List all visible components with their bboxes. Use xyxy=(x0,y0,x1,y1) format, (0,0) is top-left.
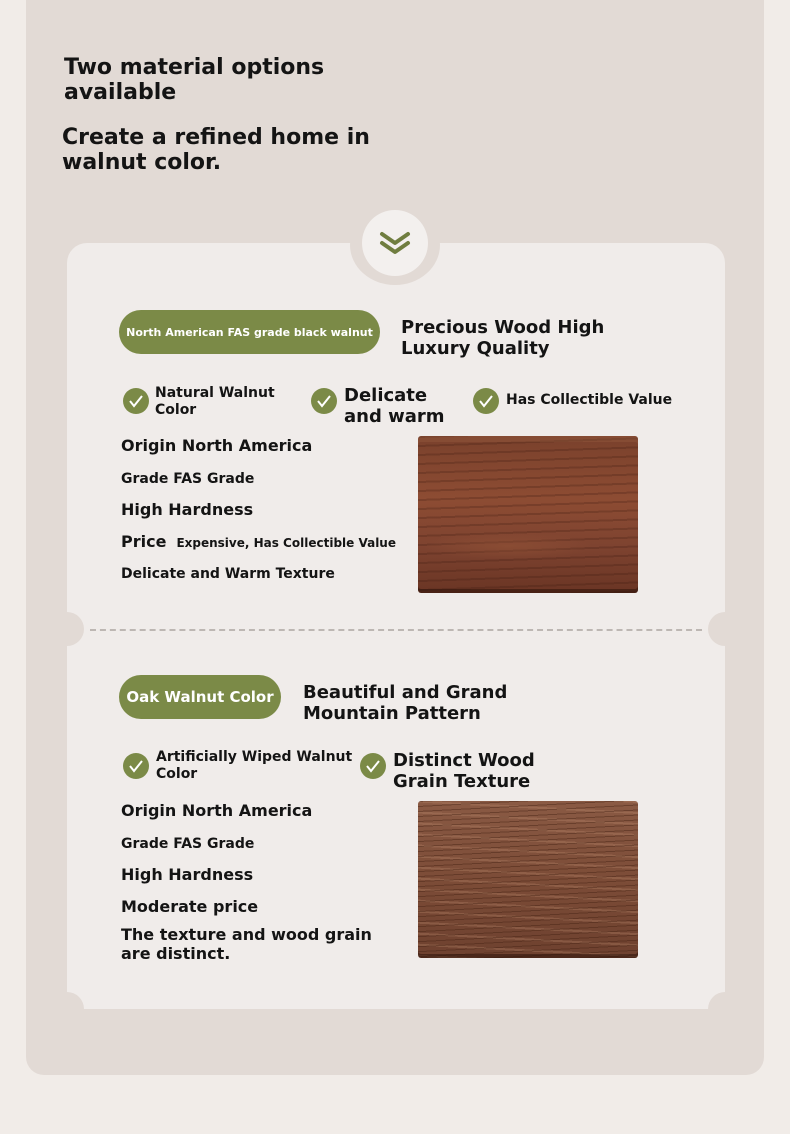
card-notch-right xyxy=(708,612,742,646)
check-icon xyxy=(311,388,337,414)
page-subtitle: Create a refined home in walnut color. xyxy=(62,125,370,175)
spec-texture: The texture and wood grain are distinct. xyxy=(121,925,372,963)
spec-texture: Delicate and Warm Texture xyxy=(121,566,335,582)
spec-price xyxy=(121,532,396,553)
check-icon xyxy=(123,388,149,414)
card-notch-left xyxy=(50,612,84,646)
double-chevron-down-icon xyxy=(378,230,412,256)
feature-wiped-color: Artificially Wiped Walnut Color xyxy=(156,749,353,782)
card-notch-bottom-left xyxy=(50,992,84,1026)
walnut-wood-sample xyxy=(418,436,638,593)
section-divider xyxy=(90,629,702,631)
feature-delicate-warm: Delicate and warm xyxy=(344,385,445,427)
feature-distinct-grain: Distinct Wood Grain Texture xyxy=(393,750,535,792)
page-title: Two material options available xyxy=(64,55,325,105)
scroll-down-button[interactable] xyxy=(362,210,428,276)
check-icon xyxy=(123,753,149,779)
spec-grade: Grade FAS Grade xyxy=(121,471,255,487)
spec-origin: Origin North America xyxy=(121,436,313,455)
material-badge-oak: Oak Walnut Color xyxy=(119,675,281,719)
check-icon xyxy=(473,388,499,414)
price-value: Expensive, Has Collectible Value xyxy=(176,536,396,550)
oak-headline: Beautiful and Grand Mountain Pattern xyxy=(303,682,508,724)
spec-origin: Origin North America xyxy=(121,801,313,820)
price-label: Price xyxy=(121,532,167,551)
check-icon xyxy=(360,753,386,779)
spec-hardness: High Hardness xyxy=(121,865,254,884)
walnut-headline: Precious Wood High Luxury Quality xyxy=(401,317,605,359)
spec-grade: Grade FAS Grade xyxy=(121,836,255,852)
spec-hardness: High Hardness xyxy=(121,500,254,519)
feature-collectible: Has Collectible Value xyxy=(506,392,673,408)
spec-price: Moderate price xyxy=(121,897,259,916)
feature-natural-color: Natural Walnut Color xyxy=(155,385,275,418)
card-notch-bottom-right xyxy=(708,992,742,1026)
material-badge-walnut: North American FAS grade black walnut xyxy=(119,310,380,354)
oak-wood-sample xyxy=(418,801,638,958)
